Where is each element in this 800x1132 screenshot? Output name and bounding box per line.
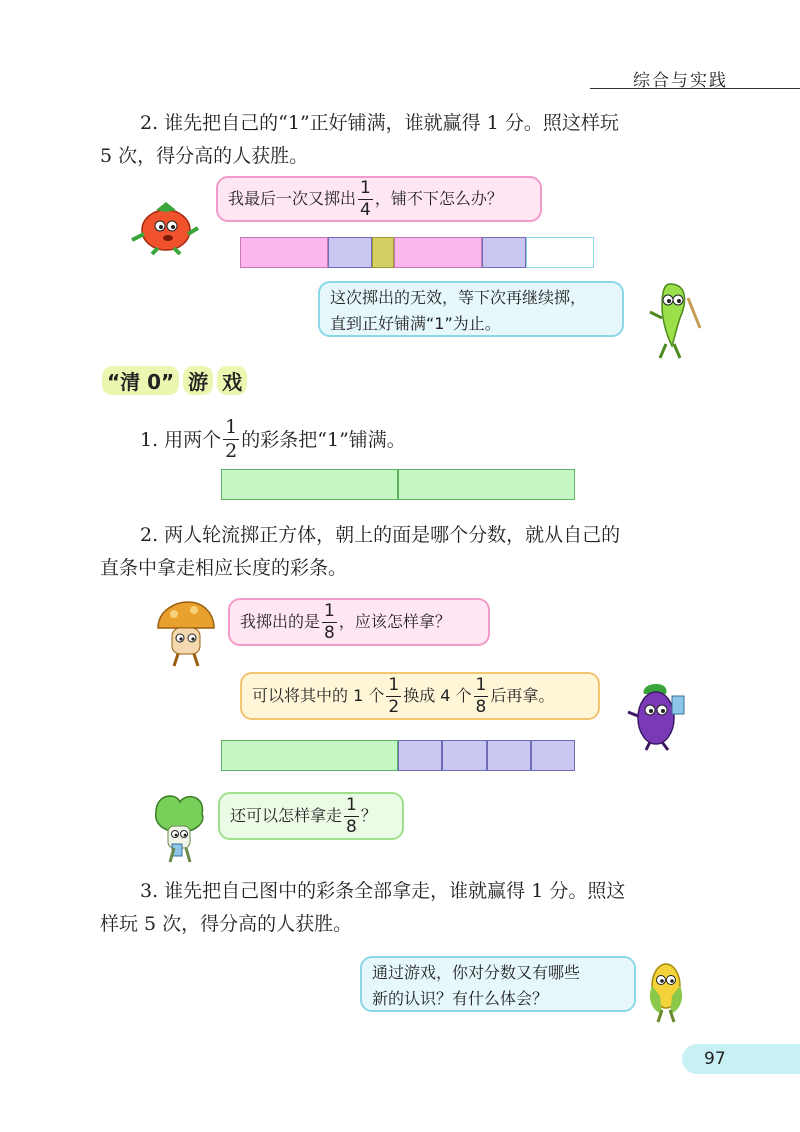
green-strip-halves [221,469,575,500]
clear-rule3-line2: 样玩 5 次，得分高的人获胜。 [100,913,353,935]
strip-segment [487,740,531,771]
clear-rule1: 1. 用两个 $\frac{1}{2}$ 的彩条把“1”铺满。 [140,416,406,462]
fraction: $\frac{1}{4}$ [360,177,371,220]
speech-bubble-mushroom: 我掷出的是 $\frac{1}{8}$ ，应该怎样拿？ [228,598,490,646]
bubble-text: 我最后一次又掷出 [228,189,357,208]
mushroom-character-illustration [152,600,218,668]
rule2-line2: 5 次，得分高的人获胜。 [100,145,309,167]
bubble-text: 直到正好铺满“1”为止。 [330,314,501,333]
speech-bubble-eggplant: 可以将其中的 1 个 $\frac{1}{2}$ 换成 4 个 $\frac{1}{8}$ 后再拿。 [240,672,600,720]
clear-rule3-line1: 3. 谁先把自己图中的彩条全部拿走，谁就赢得 1 分。照这 [140,880,626,902]
strip-segment [398,469,575,500]
section-header: 综合与实践 [633,71,728,91]
fraction: $\frac{1}{8}$ [346,794,357,837]
strip-segment [442,740,486,771]
strip-segment [240,237,328,268]
speech-bubble-bean [318,281,624,337]
strip-segment [531,740,575,771]
eggplant-character-illustration [626,676,698,754]
strip-segment [221,469,398,500]
fraction: $\frac{1}{8}$ [324,600,335,643]
strip-segment-empty [526,237,594,268]
strip-segment [398,740,442,771]
strip-segment [482,237,526,268]
cabbage-character-illustration [146,792,212,864]
title-chip: 戏 [217,366,247,395]
header-rule [590,88,800,89]
bubble-text: 这次掷出的无效，等下次再继续掷， [330,288,587,307]
tomato-character-illustration [126,194,206,256]
rule2-line1: 2. 谁先把自己的“1”正好铺满，谁就赢得 1 分。照这样玩 [140,112,619,134]
speech-bubble-tomato [216,176,542,222]
page-number: 97 [682,1044,800,1074]
speech-bubble-corn: 通过游戏，你对分数又有哪些 新的认识？有什么体会？ [360,956,636,1012]
section-title-clear-zero-game [102,366,251,395]
bean-character-illustration [640,278,706,362]
strip-segment [372,237,394,268]
strip-segment [328,237,372,268]
strip-half-and-eighths [221,740,575,771]
bubble-text: ，铺不下怎么办？ [374,189,503,208]
fraction: $\frac{1}{2}$ [225,416,238,462]
clear-rule2-line1: 2. 两人轮流掷正方体，朝上的面是哪个分数，就从自己的 [140,524,621,546]
title-chip: 游 [183,366,213,395]
strip-segment [394,237,482,268]
title-chip: “清 0” [102,366,179,395]
color-strip-example [240,237,594,268]
clear-rule2-line2: 直条中拿走相应长度的彩条。 [100,557,348,579]
speech-bubble-cabbage: 还可以怎样拿走 $\frac{1}{8}$ ？ [218,792,404,840]
corn-character-illustration [636,956,702,1024]
fraction: $\frac{1}{2}$ [388,674,400,717]
fraction: $\frac{1}{8}$ [475,674,487,717]
strip-segment [221,740,398,771]
